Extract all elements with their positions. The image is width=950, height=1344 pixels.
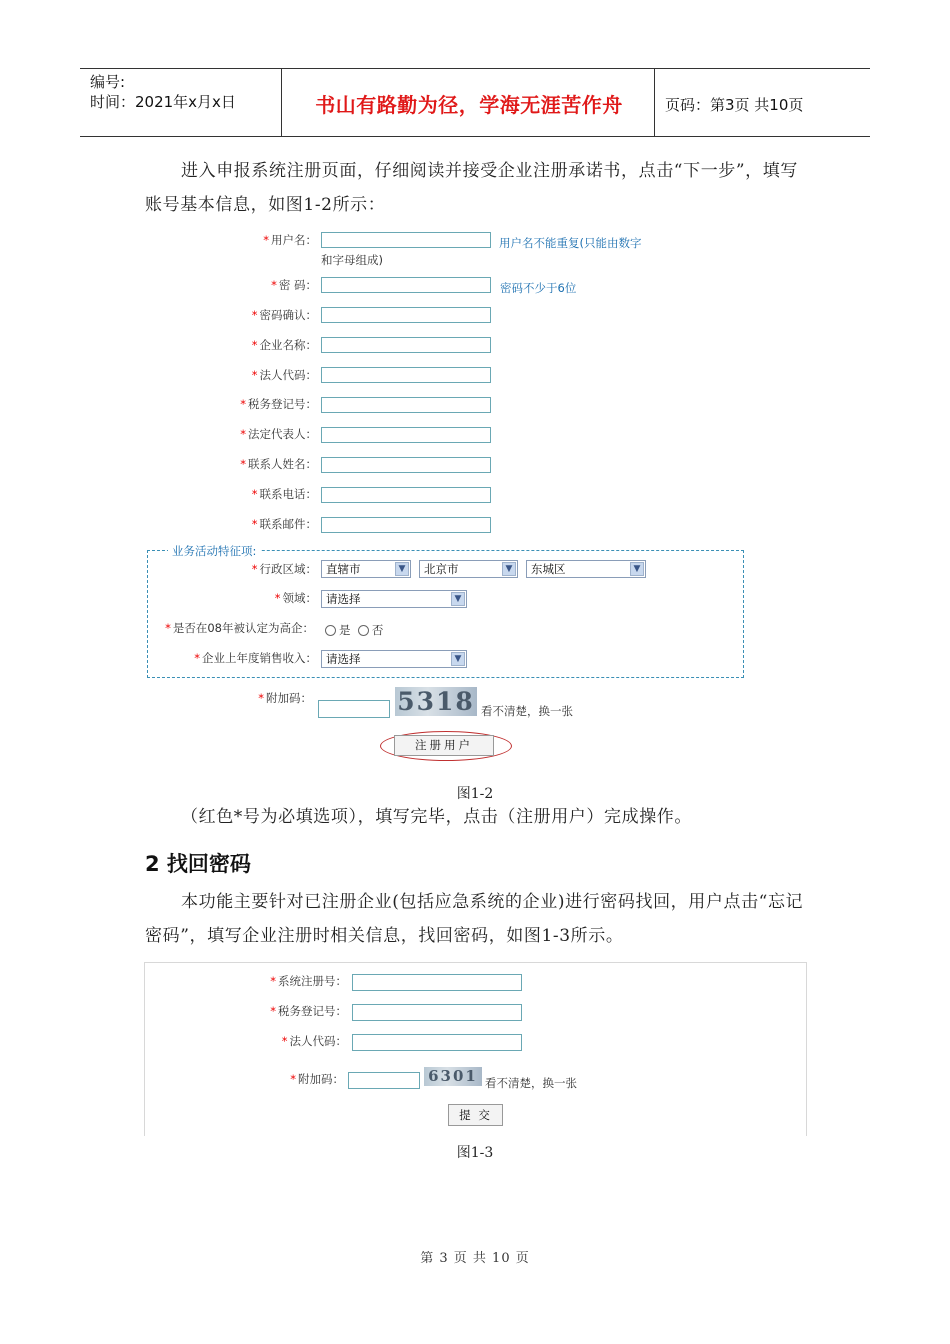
radio-yes[interactable] (325, 625, 336, 636)
legal-rep-input[interactable] (321, 427, 491, 443)
chevron-down-icon: ▼ (451, 592, 465, 606)
domain-label: * 领域： (274, 591, 317, 605)
captcha-image: 5318 (395, 687, 477, 716)
chevron-down-icon: ▼ (630, 562, 644, 576)
contact-name-input[interactable] (321, 457, 491, 473)
field-label-contact-phone: * 联系电话： (251, 487, 317, 501)
header-page-info: 页码：第3页 共10页 (665, 96, 804, 114)
legal-code-input[interactable] (321, 367, 491, 383)
company-name-input[interactable] (321, 337, 491, 353)
contact-email-input[interactable] (321, 517, 491, 533)
reg-no-input[interactable] (352, 974, 522, 991)
note-paragraph: （红色*号为必填选项），填写完毕，点击（注册用户）完成操作。 (181, 807, 692, 827)
submit-button[interactable]: 提 交 (448, 1104, 503, 1126)
field-label-password-confirm: * 密码确认： (251, 308, 317, 322)
region-city-select[interactable]: 北京市 ▼ (419, 560, 518, 578)
header-divider (281, 69, 282, 136)
domain-select[interactable]: 请选择 ▼ (321, 590, 467, 608)
header-meta (90, 72, 236, 112)
radio-no[interactable] (358, 625, 369, 636)
recover-captcha-refresh-link[interactable]: 看不清楚，换一张 (485, 1076, 577, 1090)
username-hint: 用户名不能重复(只能由数字 (499, 236, 642, 250)
field-label-tax-no: * 税务登记号： (240, 397, 317, 411)
business-section-legend: 业务活动特征项: (168, 543, 260, 559)
recover-captcha-image: 6301 (424, 1067, 482, 1086)
field-label-company-name: * 企业名称： (251, 338, 317, 352)
figure-caption: 图1-2 (456, 786, 494, 802)
page-footer: 第 3 页 共 10 页 (420, 1251, 530, 1266)
contact-phone-input[interactable] (321, 487, 491, 503)
recover-captcha-label: * 附加码： (290, 1072, 344, 1086)
sales-select[interactable]: 请选择 ▼ (321, 650, 467, 668)
chevron-down-icon: ▼ (395, 562, 409, 576)
recover-legal-code-input[interactable] (352, 1034, 522, 1051)
field-label-username: * 用户名： (263, 233, 317, 247)
intro-paragraph: 进入申报系统注册页面，仔细阅读并接受企业注册承诺书，点击“下一步”，填写账号基本信息，如图1-2所示： (145, 161, 798, 215)
register-user-button[interactable]: 注册用户 (394, 735, 494, 756)
password-hint: 密码不少于6位 (500, 281, 577, 295)
tax-no-label: * 税务登记号： (270, 1004, 347, 1018)
recover-tax-no-input[interactable] (352, 1004, 522, 1021)
section-heading: 2 找回密码 (145, 852, 251, 876)
region-province-select[interactable]: 直辖市 ▼ (321, 560, 411, 578)
header-number: 编号: (90, 73, 126, 91)
chevron-down-icon: ▼ (451, 652, 465, 666)
field-label-legal-rep: * 法定代表人： (240, 427, 317, 441)
header-motto: 书山有路勤为径，学海无涯苦作舟 (315, 93, 623, 117)
field-label-contact-name: * 联系人姓名： (240, 457, 317, 471)
captcha-label: * 附加码： (258, 691, 312, 705)
region-district-select[interactable]: 东城区 ▼ (526, 560, 646, 578)
password-input[interactable] (321, 277, 491, 293)
tax-no-input[interactable] (321, 397, 491, 413)
legal-code-label: * 法人代码： (281, 1034, 347, 1048)
captcha-input[interactable] (318, 700, 390, 718)
section2-paragraph: 本功能主要针对已注册企业(包括应急系统的企业)进行密码找回，用户点击“忘记密码”，填写企业注册时相关信息，找回密码，如图1-3所示。 (145, 892, 804, 946)
field-label-password: * 密 码： (271, 278, 317, 292)
sales-label: * 企业上年度销售收入： (194, 651, 317, 665)
chevron-down-icon: ▼ (502, 562, 516, 576)
username-hint-cont: 和字母组成) (321, 253, 383, 267)
reg-no-label: * 系统注册号： (270, 974, 347, 988)
region-label: * 行政区域： (251, 562, 317, 576)
recover-captcha-input[interactable] (348, 1072, 420, 1089)
header-time: 时间：2021年x月x日 (90, 93, 236, 111)
password-confirm-input[interactable] (321, 307, 491, 323)
hitech-label: * 是否在08年被认定为高企： (165, 621, 314, 635)
figure-caption: 图1-3 (456, 1145, 494, 1161)
captcha-refresh-link[interactable]: 看不清楚，换一张 (481, 704, 573, 718)
header-table (80, 68, 870, 137)
username-input[interactable] (321, 232, 491, 248)
field-label-legal-code: * 法人代码： (251, 368, 317, 382)
hitech-radio-group: 是 否 (325, 622, 383, 638)
field-label-contact-email: * 联系邮件： (251, 517, 317, 531)
